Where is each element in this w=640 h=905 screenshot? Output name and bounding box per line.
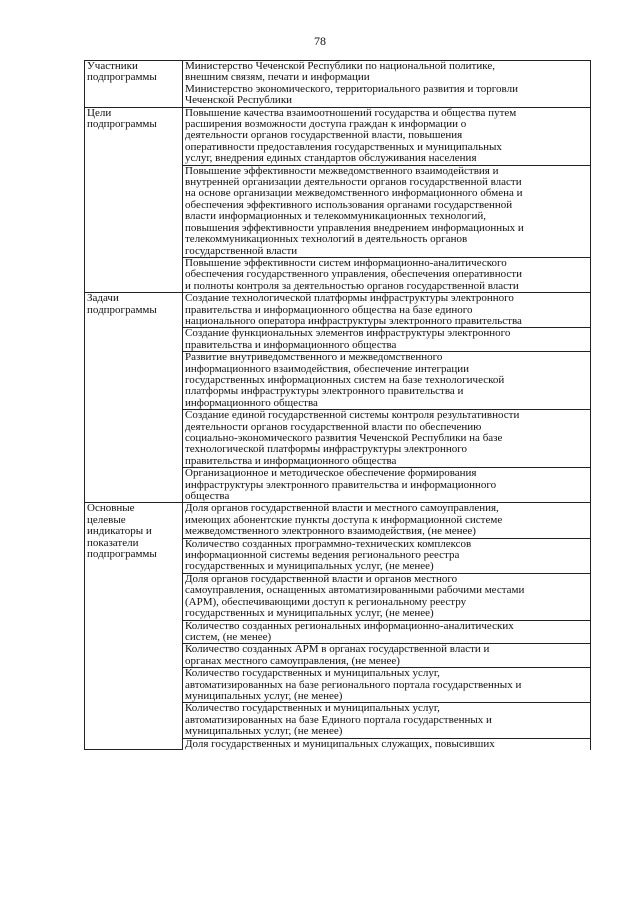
item-text-line: внешним связям, печати и информации [185,72,370,84]
item-text-line: Создание функциональных элементов инфраструктуры электронного [185,328,511,340]
item-text-line: муниципальных услуг, (не менее) [185,690,343,702]
item-text-line: национального оператора инфраструктуры электронного правительства [185,315,522,327]
item-text-line: Повышение эффективности систем информационно-аналитического [185,257,507,269]
item-text-line: Количество созданных региональных информационно-аналитических [185,620,514,632]
item-text-cell [183,703,591,738]
item-text-line: Создание единой государственной системы контроля результативности [185,410,520,422]
section-label-line: индикаторы и [87,526,152,538]
item-text-line: внутренней организации деятельности органов государственной власти [185,177,522,189]
item-text-line: самоуправления, оснащенных автоматизированными рабочими местами [185,585,525,597]
item-text-line: государственной власти [185,245,298,257]
item-text-line: информационного общества [185,397,318,409]
subprogram-passport-table [84,60,591,750]
item-text-line: платформы инфраструктуры электронного правительства и [185,386,464,398]
page-number: 78 [314,34,326,48]
item-text-cell [183,328,591,352]
item-text-line: обеспечения государственного управления, обеспечения оперативности [185,269,522,281]
item-text-line: Доля государственных и муниципальных служащих, повысивших [185,738,495,750]
item-text-cell [183,668,591,703]
section-label-cell [85,107,183,293]
section-label-line: подпрограммы [87,304,157,316]
table-body [85,61,591,750]
item-text-line: Повышение эффективности межведомственного взаимодействия и [185,165,499,177]
item-text-line: имеющих абонентские пункты доступа к информационной системе [185,514,503,526]
item-text-line: Министерство экономического, территориального развития и торговли [185,83,518,95]
table-row [85,503,591,538]
item-text-line: государственных информационных систем на базе технологической [185,374,505,386]
item-text-cell [183,61,591,108]
section-label-line: целевые [87,514,126,526]
item-text-line: деятельности органов государственной власти, повышения [185,130,463,142]
table-row [85,107,591,165]
section-label-line: подпрограммы [87,72,157,84]
table-row [85,61,591,108]
section-label-line: показатели [87,537,139,549]
item-text-line: общества [185,491,230,503]
item-text-line: информационной системы ведения регионального реестра [185,550,460,562]
item-text-line: Министерство Чеченской Республики по национальной политике, [185,61,495,72]
item-text-line: органах местного самоуправления, (не менее) [185,655,400,667]
item-text-line: автоматизированных на базе Единого портала государственных и [185,714,492,726]
item-text-line: на основе организации межведомственного информационного обмена и [185,188,523,200]
item-text-line: государственных и муниципальных услуг, (не менее) [185,608,434,620]
item-text-cell [183,573,591,620]
item-text-line: Организационное и методическое обеспечение формирования [185,468,477,480]
item-text-line: Развитие внутриведомственного и межведомственного [185,352,443,364]
item-text-line: межведомственного электронного взаимодействия, (не менее) [185,526,476,538]
item-text-cell [183,644,591,668]
item-text-line: (АРМ), обеспечивающими доступ к региональному реестру [185,596,467,608]
item-text-line: государственных и муниципальных услуг, (не менее) [185,561,434,573]
item-text-line: и полноты контроля за деятельностью органов государственной власти [185,280,519,292]
item-text-line: власти информационных и телекоммуникационных технологий, [185,211,486,223]
item-text-line: повышения эффективности управления внедрением информационных и [185,222,524,234]
item-text-line: обеспечения эффективного использования органами государственной [185,199,513,211]
item-text-line: инфраструктуры электронного правительства и информационного [185,479,497,491]
section-label-line: Цели [87,107,112,119]
item-text-line: правительства и информационного общества [185,339,397,351]
item-text-cell [183,538,591,573]
item-text-cell [183,468,591,503]
section-label-line: Задачи [87,293,119,305]
section-label-cell [85,61,183,108]
item-text-line: телекоммуникационных технологий в деятельность органов [185,234,468,246]
item-text-line: Количество созданных программно-технических комплексов [185,538,472,550]
item-text-line: технологической платформы инфраструктуры электронного [185,444,468,456]
section-label-cell [85,503,183,750]
item-text-cell [183,738,591,750]
item-text-line: оперативности предоставления государственных и муниципальных [185,141,502,153]
section-label-line: подпрограммы [87,119,157,131]
item-text-line: Количество государственных и муниципальных услуг, [185,703,440,715]
item-text-cell [183,352,591,410]
item-text-line: Доля органов государственной власти и местного самоуправления, [185,503,499,515]
section-label-line: подпрограммы [87,549,157,561]
section-label-line: Участники [87,61,138,72]
section-label-cell [85,293,183,503]
item-text-line: Создание технологической платформы инфраструктуры электронного [185,293,514,305]
item-text-line: Количество созданных АРМ в органах государственной власти и [185,644,490,656]
item-text-line: Количество государственных и муниципальных услуг, [185,668,440,680]
item-text-line: систем, (не менее) [185,631,272,643]
item-text-cell [183,503,591,538]
item-text-cell [183,620,591,644]
item-text-line: Повышение качества взаимоотношений государства и общества путем [185,107,517,119]
item-text-line: услуг, внедрения единых стандартов обслуживания населения [185,153,477,165]
item-text-line: муниципальных услуг, (не менее) [185,726,343,738]
section-label-line: Основные [87,503,135,515]
item-text-line: деятельности органов государственной власти по обеспечению [185,421,482,433]
item-text-cell [183,257,591,292]
item-text-line: автоматизированных на базе регионального портала государственных и [185,679,522,691]
item-text-cell [183,410,591,468]
table-row [85,293,591,328]
item-text-cell [183,293,591,328]
item-text-line: Чеченской Республики [185,95,293,107]
item-text-cell [183,107,591,165]
item-text-line: Доля органов государственной власти и органов местного [185,573,458,585]
item-text-line: правительства и информационного общества [185,455,397,467]
item-text-line: информационного взаимодействия, обеспечение интеграции [185,363,470,375]
item-text-line: расширения возможности доступа граждан к информации о [185,119,467,131]
item-text-line: правительства и информационного общества на базе единого [185,304,473,316]
item-text-cell [183,165,591,257]
item-text-line: социально-экономического развития Чеченской Республики на базе [185,433,503,444]
